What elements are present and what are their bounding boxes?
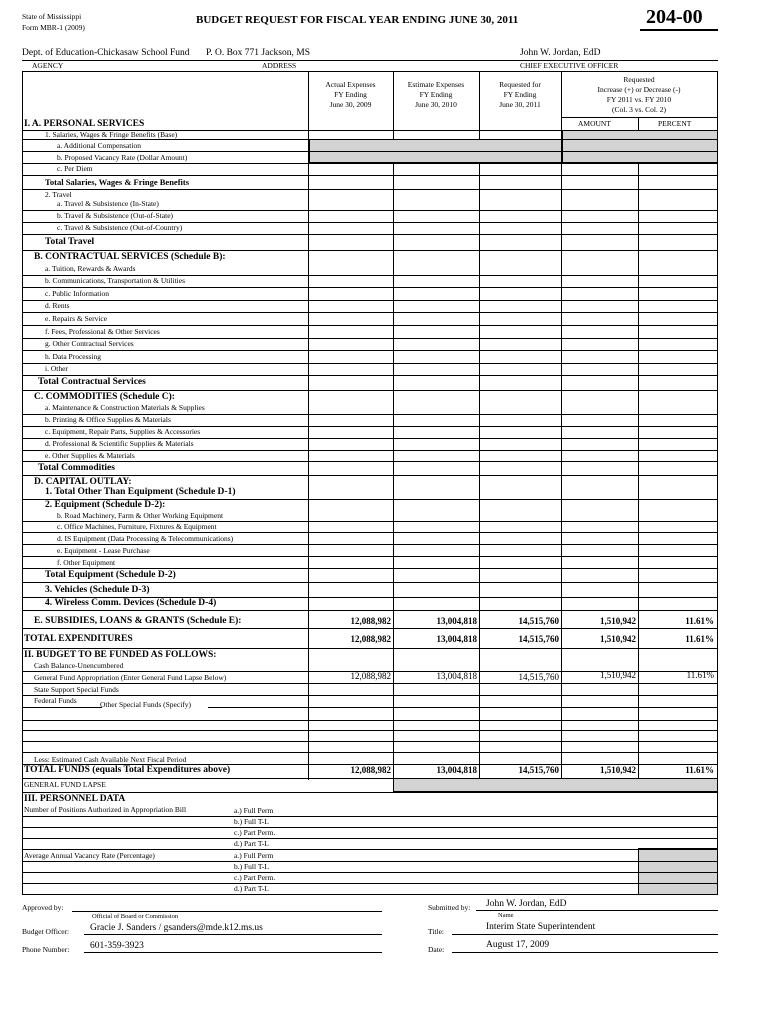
personnel-full-perm: a.) Full Perm bbox=[234, 806, 274, 815]
row-total-salaries: Total Salaries, Wages & Fringe Benefits bbox=[45, 177, 190, 187]
row-maintenance: a. Maintenance & Construction Materials & Supplies bbox=[45, 403, 205, 412]
row-other-equipment: f. Other Equipment bbox=[57, 558, 116, 567]
col-percent-header: PERCENT bbox=[658, 119, 692, 128]
section-budget-funded: II. BUDGET TO BE FUNDED AS FOLLOWS: bbox=[24, 650, 217, 660]
personnel-part-tl: d.) Part T-L bbox=[234, 839, 269, 848]
ceo-caption: CHIEF EXECUTIVE OFFICER bbox=[520, 61, 619, 70]
section-personal-services: I. A. PERSONAL SERVICES bbox=[24, 119, 145, 129]
row-travel-out-of-country: c. Travel & Subsistence (Out-of-Country) bbox=[57, 223, 183, 232]
total-funds-actual: 12,088,982 bbox=[350, 765, 391, 775]
agency-address: P. O. Box 771 Jackson, MS bbox=[206, 48, 310, 58]
row-tuition: a. Tuition, Rewards & Awards bbox=[45, 264, 136, 273]
total-funds-estimate: 13,004,818 bbox=[436, 765, 477, 775]
subsidies-change-amount: 1,510,942 bbox=[600, 616, 636, 626]
row-professional-supplies: d. Professional & Scientific Supplies & Materials bbox=[45, 439, 194, 448]
row-travel: 2. Travel bbox=[45, 190, 72, 199]
row-communications: b. Communications, Transportation & Utilities bbox=[45, 276, 186, 285]
budget-officer-label: Budget Officer: bbox=[22, 927, 70, 936]
gf-actual: 12,088,982 bbox=[350, 671, 391, 681]
col-change-header: Requested Increase (+) or Decrease (-) FY 2011 vs. FY 2010 (Col. 3 vs. Col. 2) bbox=[597, 75, 681, 114]
row-travel-in-state: a. Travel & Subsistence (In-State) bbox=[57, 199, 159, 208]
row-vehicles: 3. Vehicles (Schedule D-3) bbox=[45, 585, 150, 595]
section-personnel: III. PERSONNEL DATA bbox=[24, 794, 126, 804]
subsidies-estimate: 13,004,818 bbox=[436, 616, 477, 626]
total-exp-actual: 12,088,982 bbox=[350, 634, 391, 644]
row-total-travel: Total Travel bbox=[45, 237, 95, 247]
official-caption: Official of Board or Commission bbox=[92, 913, 179, 920]
date-value: August 17, 2009 bbox=[486, 940, 550, 950]
total-exp-estimate: 13,004,818 bbox=[436, 634, 477, 644]
submitted-by-value: John W. Jordan, EdD bbox=[486, 899, 567, 909]
form-label: Form MBR-1 (2009) bbox=[22, 23, 85, 32]
row-total-commodities: Total Commodities bbox=[38, 463, 115, 473]
section-contractual: B. CONTRACTUAL SERVICES (Schedule B): bbox=[34, 252, 226, 262]
phone-value: 601-359-3923 bbox=[90, 941, 144, 951]
address-caption: ADDRESS bbox=[262, 61, 297, 70]
gf-estimate: 13,004,818 bbox=[436, 671, 477, 681]
row-travel-out-of-state: b. Travel & Subsistence (Out-of-State) bbox=[57, 211, 174, 220]
row-wireless: 4. Wireless Comm. Devices (Schedule D-4) bbox=[45, 598, 217, 608]
page-title: BUDGET REQUEST FOR FISCAL YEAR ENDING JUNE 30, 2011 bbox=[196, 14, 519, 26]
vacancy-full-perm: a.) Full Perm bbox=[234, 851, 274, 860]
row-total-contractual: Total Contractual Services bbox=[38, 377, 146, 387]
col-amount-header: AMOUNT bbox=[578, 119, 611, 128]
row-gf-lapse: GENERAL FUND LAPSE bbox=[24, 780, 106, 789]
section-commodities: C. COMMODITIES (Schedule C): bbox=[34, 392, 175, 402]
gf-change-percent: 11.61% bbox=[686, 670, 714, 680]
row-equipment: 2. Equipment (Schedule D-2): bbox=[45, 500, 166, 510]
row-positions-authorized: Number of Positions Authorized in Appropriation Bill bbox=[24, 805, 187, 814]
row-office-machines: c. Office Machines, Furniture, Fixtures & Equipment bbox=[57, 522, 217, 531]
row-vacancy-rate: b. Proposed Vacancy Rate (Dollar Amount) bbox=[57, 153, 188, 162]
row-other-than-equipment: 1. Total Other Than Equipment (Schedule D-1) bbox=[45, 487, 236, 497]
total-exp-change-percent: 11.61% bbox=[685, 634, 714, 644]
vacancy-full-tl: b.) Full T-L bbox=[234, 862, 269, 871]
row-public-information: c. Public Information bbox=[45, 289, 109, 298]
form-number: 204-00 bbox=[646, 6, 703, 28]
agency-caption: AGENCY bbox=[32, 61, 64, 70]
row-equipment-repair: c. Equipment, Repair Parts, Supplies & Accessories bbox=[45, 427, 201, 436]
row-repairs: e. Repairs & Service bbox=[45, 314, 108, 323]
total-funds-change-percent: 11.61% bbox=[685, 765, 714, 775]
row-per-diem: c. Per Diem bbox=[57, 164, 93, 173]
gf-requested: 14,515,760 bbox=[518, 672, 559, 682]
row-other-supplies: e. Other Supplies & Materials bbox=[45, 451, 135, 460]
total-exp-change-amount: 1,510,942 bbox=[600, 634, 636, 644]
personnel-part-perm: c.) Part Perm. bbox=[234, 828, 276, 837]
vacancy-part-perm: c.) Part Perm. bbox=[234, 873, 276, 882]
name-caption: Name bbox=[498, 912, 514, 919]
row-fees: f. Fees, Professional & Other Services bbox=[45, 327, 160, 336]
section-subsidies: E. SUBSIDIES, LOANS & GRANTS (Schedule E): bbox=[34, 616, 242, 626]
total-funds-change-amount: 1,510,942 bbox=[600, 765, 636, 775]
gf-change-amount: 1,510,942 bbox=[600, 670, 636, 680]
row-other: i. Other bbox=[45, 364, 68, 373]
row-cash-balance: Cash Balance-Unencumbered bbox=[34, 661, 124, 670]
row-total-funds: TOTAL FUNDS (equals Total Expenditures above) bbox=[24, 765, 231, 775]
row-rents: d. Rents bbox=[45, 301, 70, 310]
state-label: State of Mississippi bbox=[22, 12, 82, 21]
title-value: Interim State Superintendent bbox=[486, 922, 596, 932]
row-printing: b. Printing & Office Supplies & Materials bbox=[45, 415, 171, 424]
approved-by-label: Approved by: bbox=[22, 903, 64, 912]
shaded-cell bbox=[393, 778, 718, 792]
personnel-full-tl: b.) Full T-L bbox=[234, 817, 269, 826]
col-requested-header: Requested for FY Ending June 30, 2011 bbox=[499, 80, 541, 109]
phone-label: Phone Number: bbox=[22, 945, 70, 954]
row-other-special-funds: Other Special Funds (Specify) bbox=[100, 700, 192, 709]
col-estimate-header: Estimate Expenses FY Ending June 30, 2010 bbox=[407, 80, 465, 109]
row-total-expenditures: TOTAL EXPENDITURES bbox=[24, 634, 133, 644]
row-general-fund: General Fund Appropriation (Enter General Fund Lapse Below) bbox=[34, 673, 227, 682]
shaded-cell bbox=[562, 130, 718, 163]
row-additional-compensation: a. Additional Compensation bbox=[57, 141, 141, 150]
row-state-support: State Support Special Funds bbox=[34, 685, 119, 694]
total-exp-requested: 14,515,760 bbox=[518, 634, 559, 644]
subsidies-actual: 12,088,982 bbox=[350, 616, 391, 626]
section-capital-outlay: D. CAPITAL OUTLAY: bbox=[34, 477, 132, 487]
row-less-cash: Less: Estimated Cash Available Next Fiscal Period bbox=[34, 755, 187, 764]
col-actual-header: Actual Expenses FY Ending June 30, 2009 bbox=[325, 80, 376, 109]
row-other-contractual: g. Other Contractual Services bbox=[45, 339, 134, 348]
date-label: Date: bbox=[428, 945, 445, 954]
row-total-equipment: Total Equipment (Schedule D-2) bbox=[45, 570, 176, 580]
row-salaries-base: 1. Salaries, Wages & Fringe Benefits (Base) bbox=[45, 130, 178, 139]
agency-name: Dept. of Education-Chickasaw School Fund bbox=[22, 48, 190, 58]
subsidies-change-percent: 11.61% bbox=[685, 616, 714, 626]
title-label: Title: bbox=[428, 927, 444, 936]
row-federal-funds: Federal Funds bbox=[34, 696, 77, 705]
budget-officer-value: Gracie J. Sanders / gsanders@mde.k12.ms.us bbox=[90, 923, 263, 933]
row-vacancy-percentage: Average Annual Vacancy Rate (Percentage) bbox=[24, 851, 155, 860]
submitted-by-label: Submitted by: bbox=[428, 903, 471, 912]
subsidies-requested: 14,515,760 bbox=[518, 616, 559, 626]
vacancy-part-tl: d.) Part T-L bbox=[234, 884, 269, 893]
row-data-processing: h. Data Processing bbox=[45, 352, 102, 361]
row-lease-purchase: e. Equipment - Lease Purchase bbox=[57, 546, 150, 555]
row-is-equipment: d. IS Equipment (Data Processing & Telecommunications) bbox=[57, 534, 234, 543]
row-road-machinery: b. Road Machinery, Farm & Other Working Equipment bbox=[57, 511, 224, 520]
ceo-name: John W. Jordan, EdD bbox=[520, 48, 601, 58]
total-funds-requested: 14,515,760 bbox=[518, 765, 559, 775]
